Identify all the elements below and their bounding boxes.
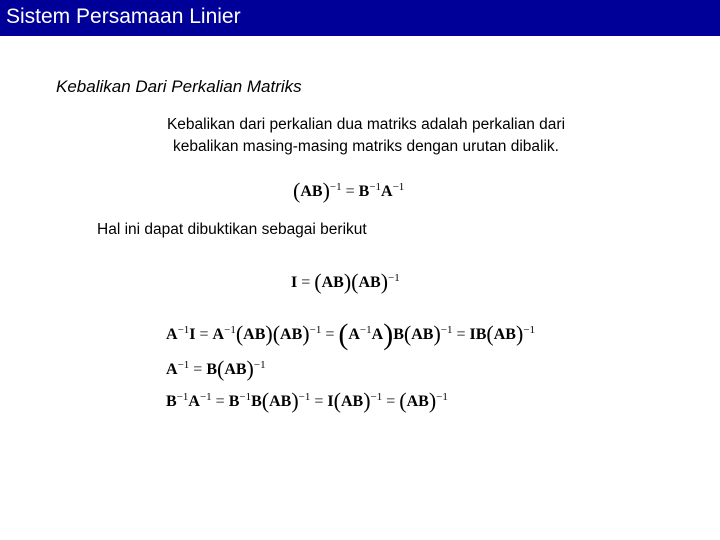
paragraph-line-2: kebalikan masing-masing matriks dengan urutan dibalik. bbox=[173, 138, 559, 155]
proof-intro-text: Hal ini dapat dibuktikan sebagai berikut bbox=[97, 221, 367, 238]
proof-step-2: $A^{-1} = B(AB)^{-1}$ bbox=[166, 356, 266, 381]
section-subtitle: Kebalikan Dari Perkalian Matriks bbox=[56, 77, 302, 96]
paragraph-line-1: Kebalikan dari perkalian dua matriks adalah perkalian dari bbox=[166, 116, 566, 133]
title-bar bbox=[0, 0, 720, 36]
description-paragraph bbox=[130, 114, 602, 158]
slide-title: Sistem Persamaan Linier bbox=[6, 5, 241, 28]
proof-step-3: $B^{-1}A^{-1} = B^{-1}B(AB)^{-1} = I(AB)^{-1} = (AB)^{-1}$ bbox=[166, 388, 448, 413]
identity-equation: I = (AB)(AB)$^{-1}$ bbox=[291, 269, 400, 294]
main-formula: $(AB)^{-1} = B^{-1}A^{-1}$ bbox=[293, 178, 405, 203]
proof-step-1: $A^{-1}I = A^{-1}(AB)(AB)^{-1} = (A^{-1}A)B(AB)^{-1} = IB(AB)^{-1}$ bbox=[166, 318, 536, 351]
